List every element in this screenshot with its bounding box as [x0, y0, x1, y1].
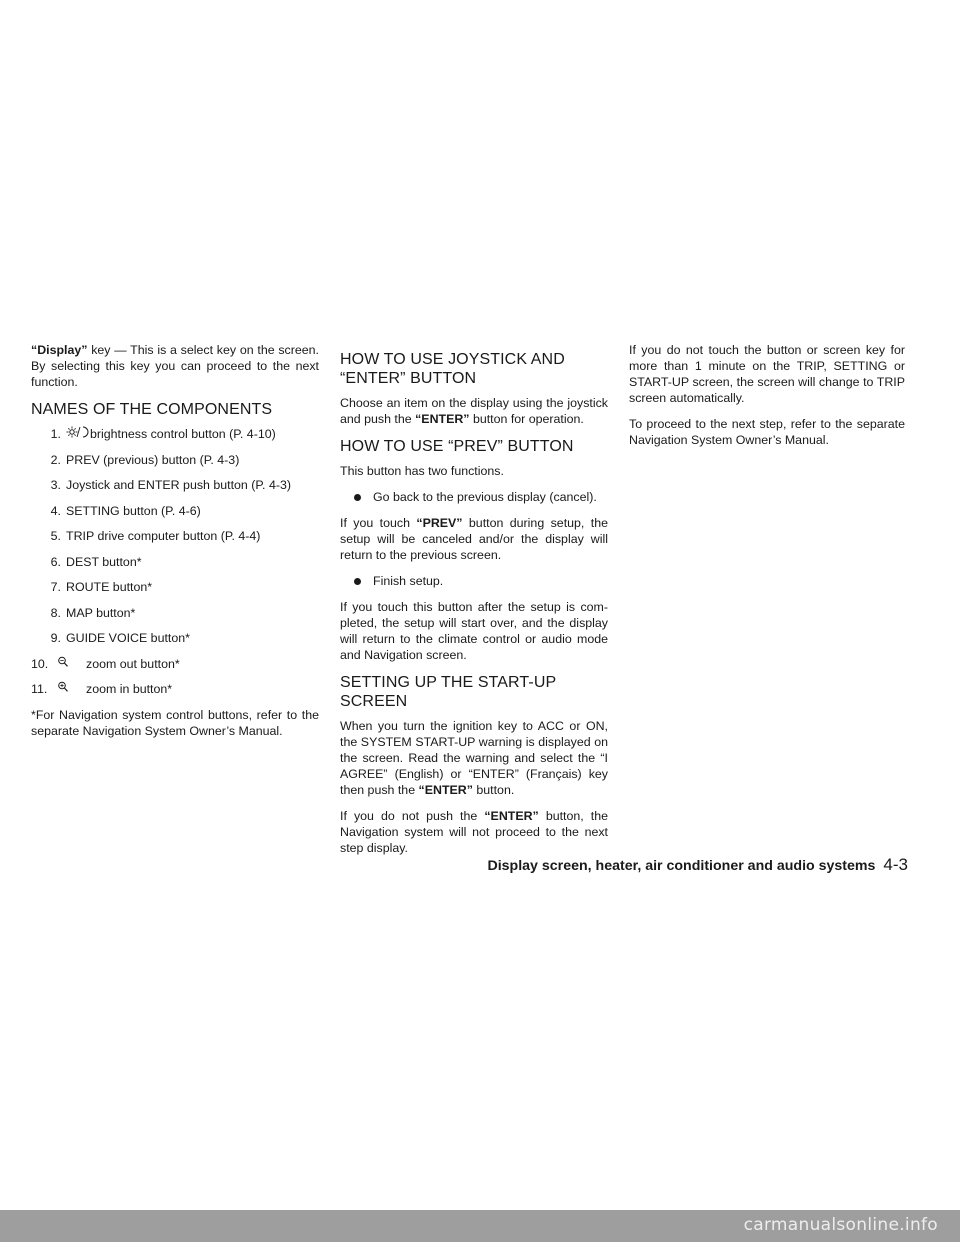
startup-heading: SETTING UP THE START-UP SCREEN [340, 674, 556, 710]
item-number: 11. [31, 682, 48, 696]
section-title: Display screen, heater, air conditioner and audio systems [487, 858, 876, 874]
next-step-paragraph: To proceed to the next step, refer to the separate Navigation System Owner’s Manual. [629, 417, 905, 447]
item-number: 5. [50, 529, 61, 543]
item-number: 3. [50, 478, 61, 492]
display-key-label: “Display” [31, 343, 88, 357]
joystick-paragraph [340, 395, 608, 427]
item-text: SETTING button (P. 4-6) [66, 503, 201, 518]
list-item [31, 554, 319, 570]
display-key-text: key — This is a select key on the screen. By selecting this key you can proceed to the next function. [31, 343, 319, 389]
sun-moon-icon [66, 426, 90, 440]
prev-paragraph [340, 515, 608, 563]
column-3 [629, 342, 905, 458]
item-text: ROUTE button* [66, 580, 153, 594]
prev-intro: This button has two functions. [340, 464, 504, 478]
bullet-icon [354, 494, 361, 501]
item-number: 1. [50, 427, 61, 441]
list-item [31, 681, 319, 697]
item-number: 2. [50, 452, 61, 467]
timeout-paragraph: If you do not touch the button or screen key for more than 1 minute on the TRIP, SETTING or START-UP screen, the screen will change to TRIP screen automatically. [629, 343, 905, 405]
joystick-text-end: button for operation. [469, 412, 584, 426]
startup-paragraph [340, 718, 608, 798]
startup-text-end: button. [472, 783, 515, 797]
watermark-text: carmanualsonline.info [743, 1215, 938, 1235]
no-push-paragraph [340, 808, 608, 856]
bullet-item [340, 489, 608, 505]
prev-heading: HOW TO USE “PREV” BUTTON [340, 438, 574, 455]
page-footer [480, 855, 908, 875]
item-text: GUIDE VOICE button* [66, 631, 190, 645]
prev-label: “PREV” [416, 516, 463, 530]
item-number: 10. [31, 656, 49, 671]
item-number: 8. [50, 605, 61, 620]
item-text: brightness control button (P. 4-10) [90, 427, 276, 441]
list-item [31, 605, 319, 621]
display-key-paragraph [31, 342, 319, 390]
column-1 [31, 342, 319, 749]
components-list [31, 426, 319, 697]
bullet-item [340, 573, 608, 589]
bullet-text: Go back to the previous display (cancel). [373, 490, 597, 504]
list-item [31, 656, 319, 672]
finish-paragraph: If you touch this button after the setup is com-pleted, the setup will start over, and the display will return to the climate control or audio mode and Navigation screen. [340, 600, 608, 662]
item-text: MAP button* [66, 605, 136, 620]
item-text: DEST button* [66, 554, 142, 569]
enter-label: “ENTER” [415, 412, 470, 426]
no-push-text-end: button, the Navigation system will not proceed to the next step display. [340, 809, 608, 855]
list-item [31, 452, 319, 468]
prev-text: If you touch [340, 516, 417, 530]
list-item [31, 477, 319, 493]
item-text: Joystick and ENTER push button (P. 4-3) [66, 478, 291, 492]
list-item [31, 426, 319, 442]
item-number: 4. [50, 503, 61, 518]
navigation-note: *For Navigation system control buttons, refer to the separate Navigation System Owner’s Manual. [31, 707, 319, 738]
zoom-out-icon [50, 656, 86, 670]
enter-label: “ENTER” [484, 809, 539, 823]
item-number: 6. [50, 554, 61, 569]
list-item [31, 579, 319, 595]
item-text: zoom out button* [86, 656, 180, 671]
prev-text-end: button during setup, the setup will be canceled and/or the display will return to the previous screen. [340, 516, 608, 562]
page-number: 4-3 [883, 855, 908, 874]
bullet-text: Finish setup. [373, 574, 444, 588]
item-text: TRIP drive computer button (P. 4-4) [66, 529, 261, 543]
list-item [31, 630, 319, 646]
column-2 [340, 342, 608, 866]
item-text: PREV (previous) button (P. 4-3) [66, 452, 240, 467]
list-item [31, 503, 319, 519]
zoom-in-icon [50, 681, 86, 695]
enter-label: “ENTER” [418, 783, 473, 797]
item-number: 7. [50, 580, 61, 594]
startup-text: When you turn the ignition key to ACC or ON, the SYSTEM START-UP warning is displayed on the screen. Read the warning and select the “I AGREE” (English) or “ENTER” (Français) key then push the [340, 719, 608, 797]
list-item [31, 528, 319, 544]
no-push-text: If you do not push the [340, 809, 485, 823]
components-heading: NAMES OF THE COMPONENTS [31, 401, 273, 418]
joystick-text: Choose an item on the display using the joystick and push the [340, 396, 608, 426]
bullet-icon [354, 578, 361, 585]
item-text: zoom in button* [86, 682, 173, 696]
watermark-bar [0, 1210, 960, 1242]
joystick-heading: HOW TO USE JOYSTICK AND “ENTER” BUTTON [340, 351, 565, 387]
item-number: 9. [50, 631, 61, 645]
